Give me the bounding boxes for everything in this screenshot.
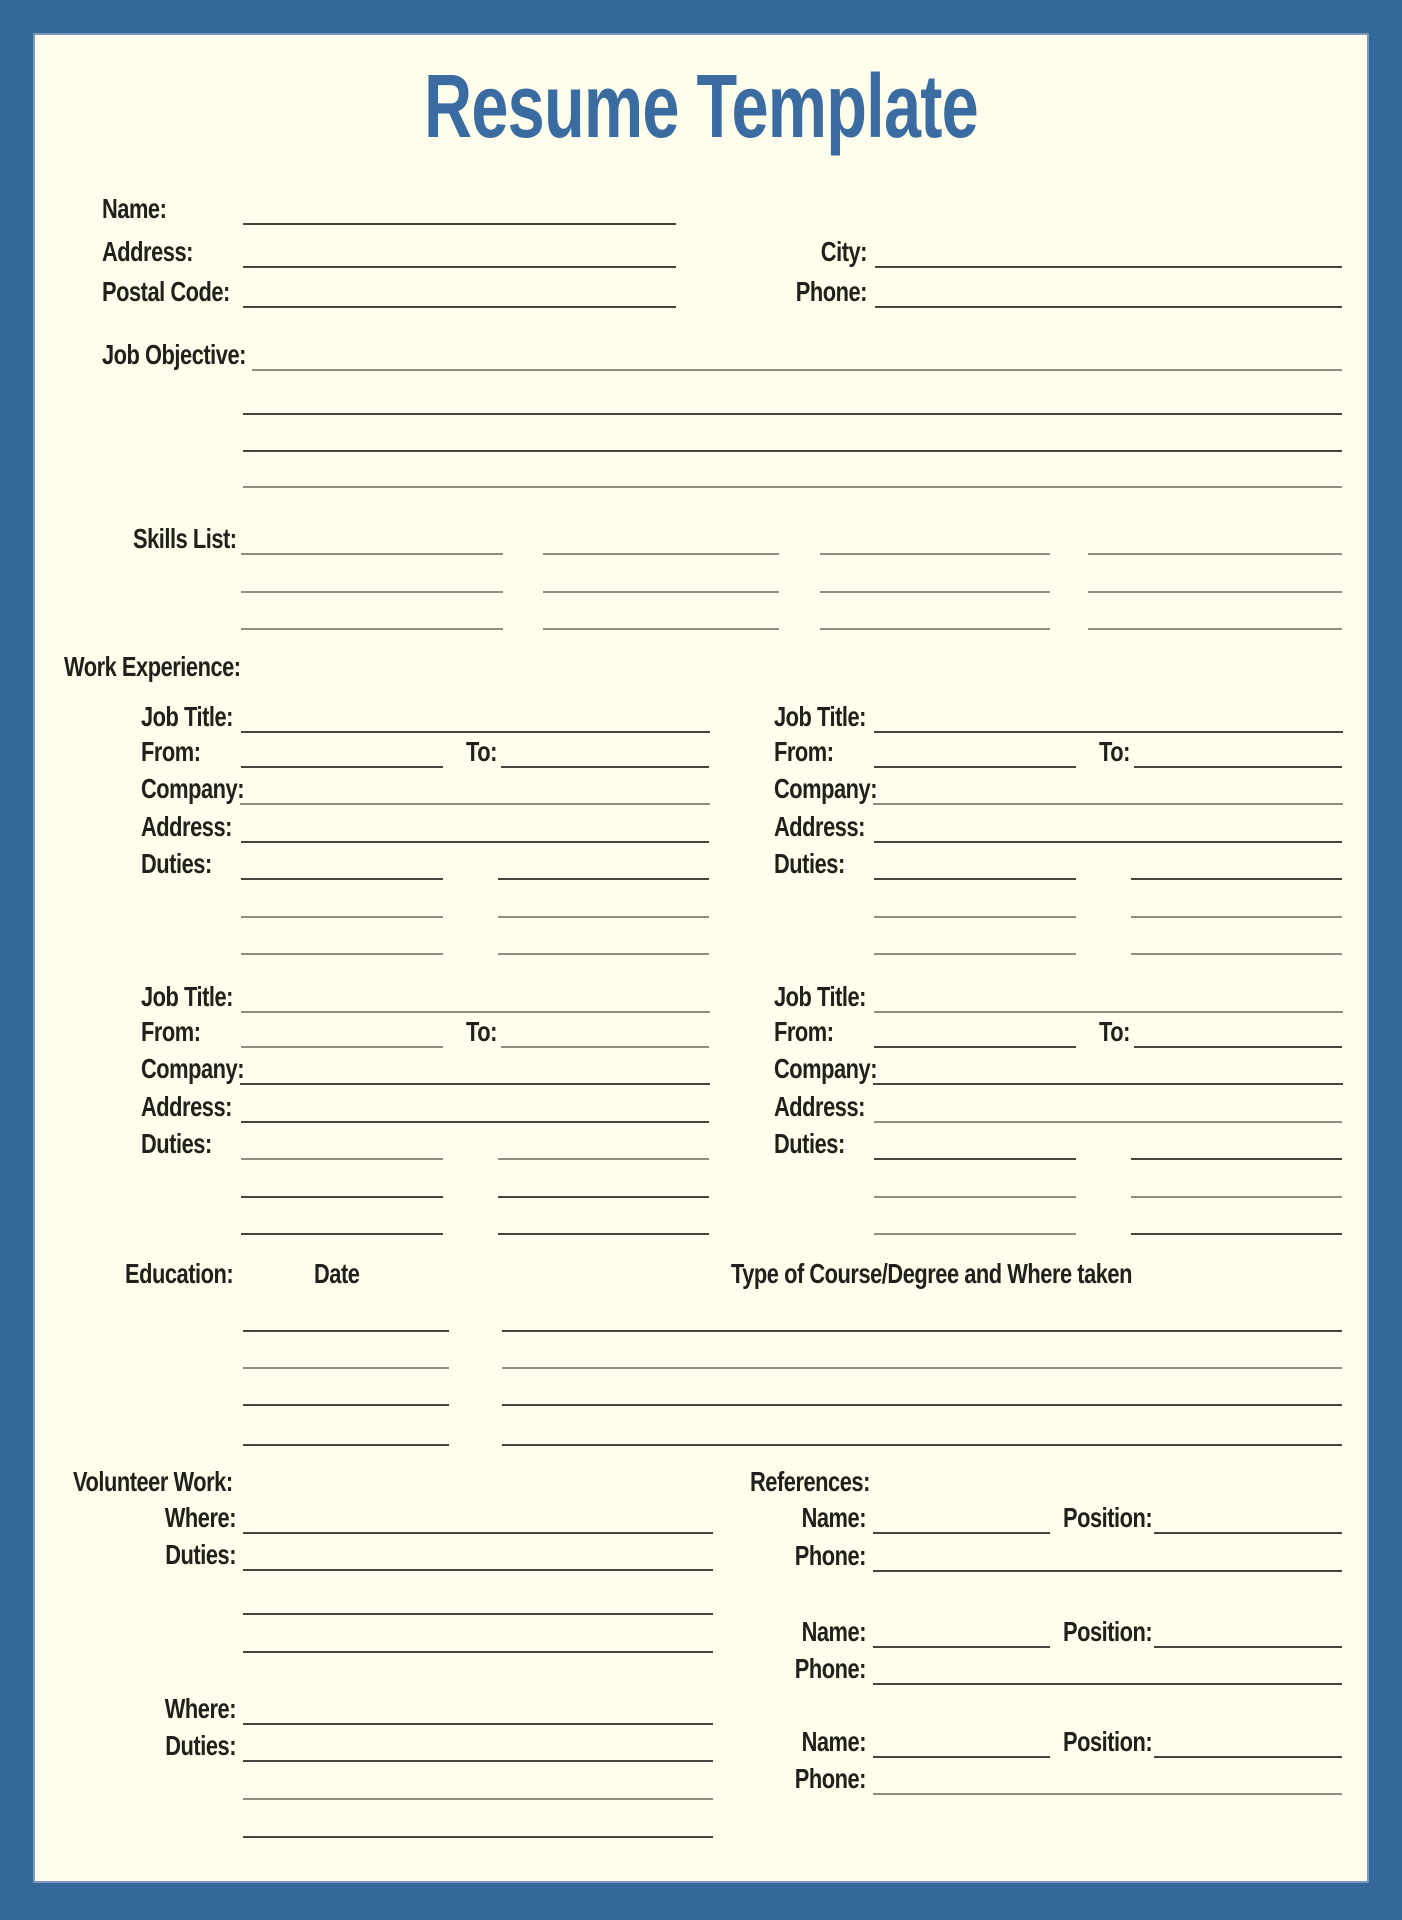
duties-line [874,916,1076,918]
volunteer-duties-line [243,1613,713,1615]
to-label: To: [1099,1016,1130,1047]
reference-phone-line [873,1683,1342,1685]
skills-line [241,628,503,630]
education-date-line [243,1404,449,1406]
paper-sheet [33,33,1369,1883]
volunteer-duties-line [243,1651,713,1653]
reference-name-line [873,1646,1050,1648]
skills-line [1088,628,1342,630]
references-label: References: [750,1466,870,1497]
from-line [241,1046,443,1048]
duties-line [241,953,443,955]
duties-label: Duties: [774,1128,845,1159]
company-label: Company: [141,1053,245,1084]
company-line [873,1083,1343,1085]
duties-label: Duties: [141,1128,212,1159]
job-title-label: Job Title: [141,701,233,732]
skills-line [820,553,1050,555]
education-course-line [502,1367,1342,1369]
address-label: Address: [141,1091,232,1122]
skills-line [543,628,779,630]
duties-line [498,916,709,918]
name-label: Name: [102,193,167,224]
duties-line [1131,916,1342,918]
address-label: Address: [141,811,232,842]
duties-line [241,1233,443,1235]
reference-name-label: Name: [801,1726,866,1757]
reference-phone-label: Phone: [794,1653,866,1684]
from-label: From: [141,736,201,767]
duties-label: Duties: [141,848,212,879]
skills-line [241,553,503,555]
reference-position-label: Position: [1063,1616,1153,1647]
volunteer-duties-line [243,1760,713,1762]
duties-line [1131,1158,1342,1160]
reference-position-label: Position: [1063,1726,1153,1757]
duties-line [874,1233,1076,1235]
duties-line [241,1196,443,1198]
duties-line [1131,953,1342,955]
volunteer-where-line [243,1532,713,1534]
from-label: From: [774,1016,834,1047]
duties-line [874,1196,1076,1198]
volunteer-where-label: Where: [164,1502,236,1533]
volunteer-duties-label: Duties: [165,1539,236,1570]
education-date-line [243,1330,449,1332]
duties-line [498,878,709,880]
address-line [874,1121,1342,1123]
phone-label: Phone: [795,276,867,307]
volunteer-work-label: Volunteer Work: [73,1466,233,1497]
volunteer-duties-line [243,1836,713,1838]
to-label: To: [466,736,497,767]
volunteer-where-line [243,1723,713,1725]
education-course-line [502,1444,1342,1446]
skills-line [543,553,779,555]
skills-line [1088,591,1342,593]
to-line [1134,1046,1342,1048]
reference-name-line [873,1756,1050,1758]
postal-code-field-line [243,306,676,308]
reference-name-line [873,1532,1050,1534]
job-title-label: Job Title: [774,701,866,732]
to-line [501,766,709,768]
duties-line [874,878,1076,880]
volunteer-duties-label: Duties: [165,1730,236,1761]
job-title-label: Job Title: [141,981,233,1012]
job-title-line [241,1011,710,1013]
duties-line [241,878,443,880]
to-label: To: [466,1016,497,1047]
company-line [240,1083,710,1085]
job-title-label: Job Title: [774,981,866,1012]
skills-line [820,591,1050,593]
duties-line [498,1158,709,1160]
duties-line [498,1233,709,1235]
duties-line [241,1158,443,1160]
to-line [1134,766,1342,768]
address-line [241,841,709,843]
volunteer-duties-line [243,1569,713,1571]
city-field-line [875,266,1342,268]
address-label: Address: [102,236,193,267]
skills-list-label: Skills List: [133,523,237,554]
reference-position-label: Position: [1063,1502,1153,1533]
name-field-line [243,223,676,225]
education-course-header: Type of Course/Degree and Where taken [731,1258,1132,1289]
reference-name-label: Name: [801,1616,866,1647]
reference-phone-label: Phone: [794,1540,866,1571]
company-label: Company: [774,1053,878,1084]
reference-position-line [1154,1532,1342,1534]
address-label: Address: [774,811,865,842]
skills-line [543,591,779,593]
reference-phone-line [873,1793,1342,1795]
reference-name-label: Name: [801,1502,866,1533]
education-date-line [243,1367,449,1369]
education-date-line [243,1444,449,1446]
objective-line [243,486,1342,488]
skills-line [241,591,503,593]
objective-line [243,450,1342,452]
from-label: From: [141,1016,201,1047]
duties-line [1131,1233,1342,1235]
job-title-line [874,1011,1343,1013]
company-line [240,803,710,805]
reference-position-line [1154,1756,1342,1758]
address-line [874,841,1342,843]
duties-line [1131,878,1342,880]
page-title: Resume Template [424,57,978,157]
duties-line [498,1196,709,1198]
objective-line [252,369,1342,371]
reference-position-line [1154,1646,1342,1648]
from-label: From: [774,736,834,767]
company-label: Company: [141,773,245,804]
volunteer-where-label: Where: [164,1693,236,1724]
duties-line [241,916,443,918]
skills-line [1088,553,1342,555]
to-line [501,1046,709,1048]
from-line [241,766,443,768]
reference-phone-label: Phone: [794,1763,866,1794]
volunteer-duties-line [243,1798,713,1800]
job-title-line [241,731,710,733]
from-line [874,766,1076,768]
postal-code-label: Postal Code: [102,276,230,307]
skills-line [820,628,1050,630]
education-label: Education: [125,1258,234,1289]
education-date-header: Date [314,1258,360,1289]
duties-line [498,953,709,955]
education-course-line [502,1330,1342,1332]
city-label: City: [820,236,867,267]
company-label: Company: [774,773,878,804]
duties-line [874,953,1076,955]
address-field-line [243,266,676,268]
phone-field-line [875,306,1342,308]
work-experience-label: Work Experience: [64,651,241,682]
duties-label: Duties: [774,848,845,879]
reference-phone-line [873,1570,1342,1572]
to-label: To: [1099,736,1130,767]
objective-line [243,413,1342,415]
job-objective-label: Job Objective: [102,339,246,370]
address-line [241,1121,709,1123]
duties-line [1131,1196,1342,1198]
duties-line [874,1158,1076,1160]
from-line [874,1046,1076,1048]
company-line [873,803,1343,805]
address-label: Address: [774,1091,865,1122]
education-course-line [502,1404,1342,1406]
job-title-line [874,731,1343,733]
